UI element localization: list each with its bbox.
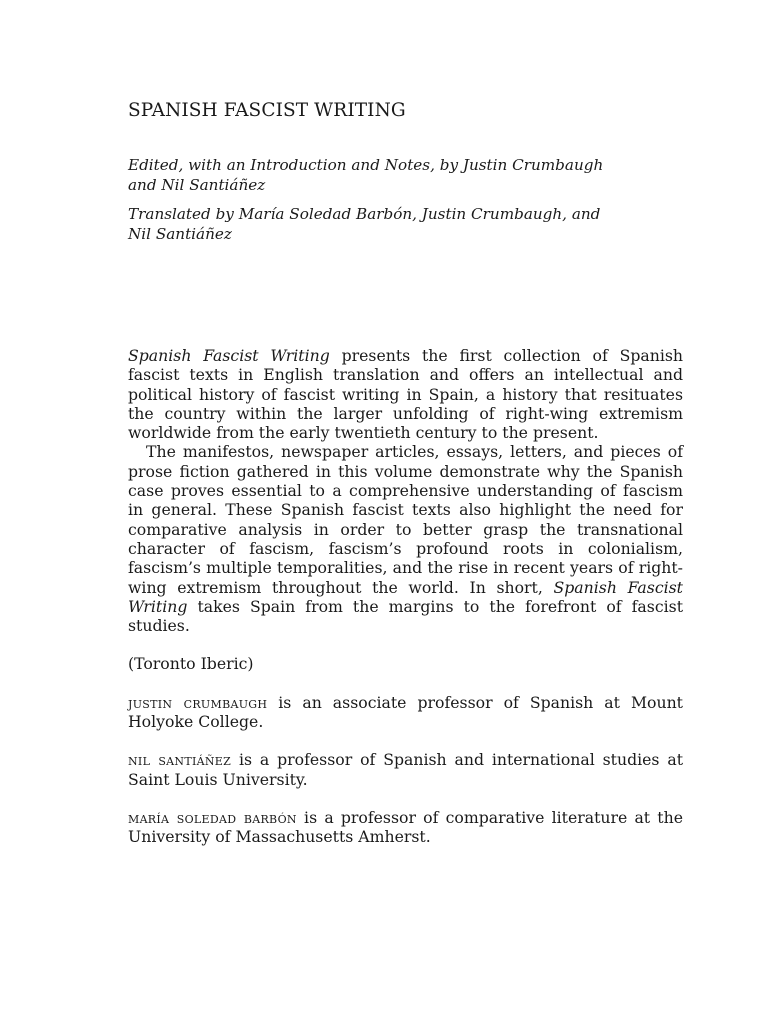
description-p2-end: takes Spain from the margins to the forefront of fascist studies. <box>128 596 683 636</box>
description-paragraph-2 <box>128 442 683 635</box>
bio-text: is a professor of Spanish and international studies at Saint Louis University. <box>128 750 683 789</box>
bio-text: is a professor of comparative literature at the University of Massachusetts Amherst. <box>128 807 683 847</box>
bio-crumbaugh <box>128 693 683 732</box>
description-p2-text: The manifestos, newspaper articles, essays, letters, and pieces of prose fiction gathered in this volume demonstrate why the Spanish case proves essential to a comprehensive understanding of fascism in general. These Spanish fascist texts also highlight the need for comparative analysis in order to better grasp the transnational character of fascism, fascism’s profound roots in colonialism, fascism’s multiple temporalities, and the rise in recent years of right-wing extremism throughout the world. In short, <box>128 442 683 597</box>
bio-barbon <box>128 808 683 847</box>
description-p1-text: presents the first collection of Spanish fascist texts in English translation and offers an intellectual and political history of fascist writing in Spain, a history that resituates the country within the larger unfolding of right-wing extremism worldwide from the early twentieth century to the present. <box>128 346 683 443</box>
author-name: maría soledad barbón <box>128 807 297 827</box>
translated-by-line: Translated by María Soledad Barbón, Justin Crumbaugh, and Nil Santiáñez <box>128 205 601 243</box>
author-name: nil santiáñez <box>128 750 232 770</box>
bio-santianez <box>128 750 683 789</box>
book-title-italic: Spanish Fascist Writing <box>128 577 683 616</box>
book-title-italic: Spanish Fascist Writing <box>128 346 330 365</box>
book-title: SPANISH FASCIST WRITING <box>128 100 406 121</box>
bio-text: is an associate professor of Spanish at Mount Holyoke College. <box>128 692 683 732</box>
author-name: justin crumbaugh <box>128 692 268 712</box>
edited-by-line: Edited, with an Introduction and Notes, by Justin Crumbaugh and Nil Santiáñez <box>128 156 604 194</box>
credits <box>128 156 683 254</box>
series-name: (Toronto Iberic) <box>128 654 254 674</box>
description-paragraph-1 <box>128 346 683 442</box>
book-description <box>128 346 683 847</box>
